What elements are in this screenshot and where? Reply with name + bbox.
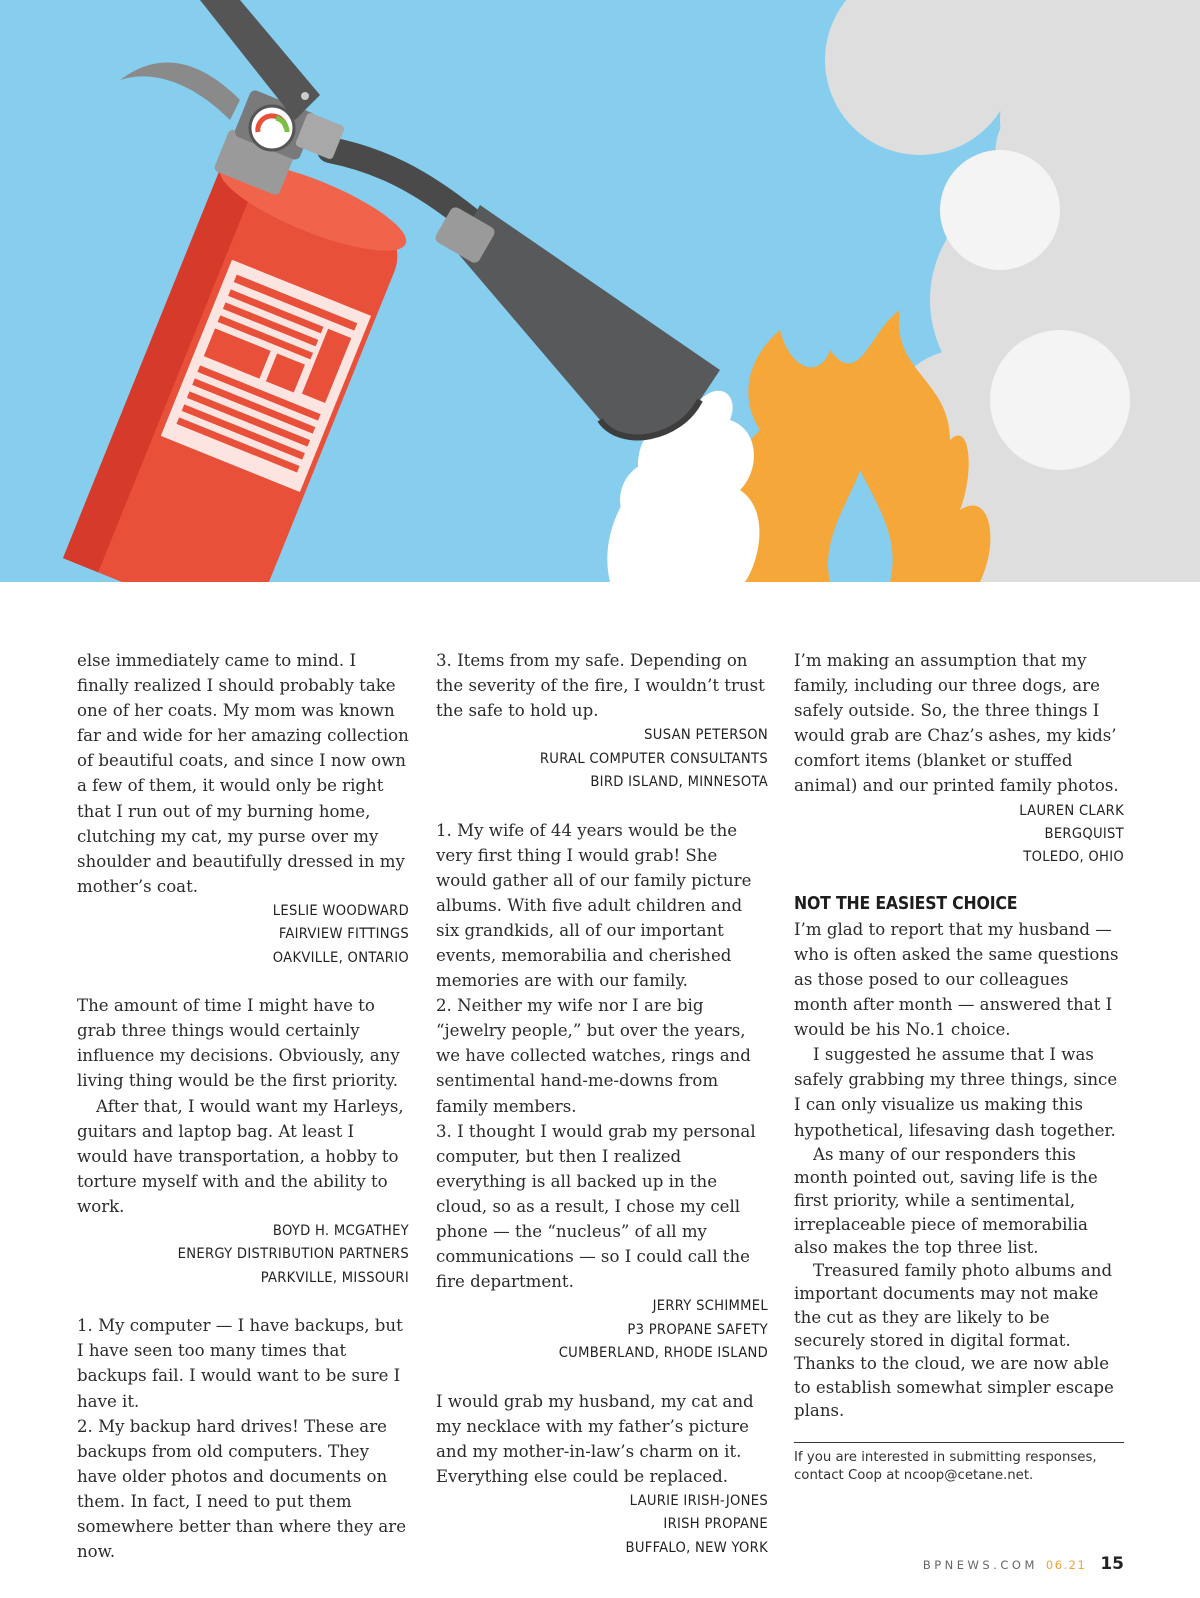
respondent-location: TOLEDO, OHIO — [1023, 848, 1124, 866]
footer-issue-date: 06.21 — [1045, 1558, 1087, 1572]
note-divider — [794, 1442, 1124, 1443]
response-paragraph: 2. My backup hard drives! These are backups from old computers. They have older photos and documents on them. In fact, I need to put them somewhere better than where they are now. — [77, 1416, 407, 1562]
respondent-company: P3 PROPANE SAFETY — [627, 1320, 768, 1338]
response-paragraph: 2. Neither my wife nor I are big “jewelry people,” but over the years, we have collected watches, rings and sentimental hand-me-downs from family members. — [436, 996, 751, 1116]
column-2 — [436, 648, 768, 1559]
respondent-signature — [794, 799, 1124, 869]
closing-paragraph: As many of our responders this month pointed out, saving life is the first priority, while a sentimental, irreplaceable piece of memorabilia also makes the top three list. — [794, 1144, 1098, 1257]
respondent-name: BOYD H. MCGATHEY — [272, 1222, 409, 1239]
response-paragraph: I would grab my husband, my cat and my necklace with my father’s picture and my mother-in-law’s charm on it. Everything else could be replaced. — [436, 1391, 754, 1486]
respondent-signature — [77, 1219, 409, 1289]
column-1 — [77, 648, 409, 1564]
response-unsigned-continued — [77, 1313, 409, 1564]
response-paragraph: 1. My computer — I have backups, but I have seen too many times that backups fail. I would want to be sure I have it. — [77, 1316, 403, 1411]
response-leslie-woodward — [77, 648, 409, 969]
respondent-name: JERRY SCHIMMEL — [652, 1297, 768, 1315]
response-paragraph: 1. My wife of 44 years would be the very first thing I would grab! She would gather all of our family picture albums. With five adult children and six grandkids, all of our important events, memorabilia and cherished memories are with our family. — [436, 820, 752, 991]
respondent-name: LAURIE IRISH-JONES — [629, 1491, 768, 1509]
respondent-company: RURAL COMPUTER CONSULTANTS — [539, 749, 768, 767]
page-footer — [923, 1554, 1124, 1574]
response-susan-peterson — [436, 648, 768, 794]
respondent-company: IRISH PROPANE — [663, 1515, 768, 1533]
response-paragraph: 3. I thought I would grab my personal computer, but then I realized everything is all backed up in the cloud, so as a result, I chose my cell phone — the “nucleus” of all my communications — so I could call the fire department. — [436, 1121, 756, 1292]
footer-website: BPNEWS.COM — [922, 1558, 1038, 1572]
respondent-location: CUMBERLAND, RHODE ISLAND — [558, 1344, 768, 1362]
respondent-company: ENERGY DISTRIBUTION PARTNERS — [177, 1245, 409, 1263]
respondent-signature — [436, 1294, 768, 1364]
respondent-company: FAIRVIEW FITTINGS — [278, 925, 409, 943]
respondent-location: OAKVILLE, ONTARIO — [272, 948, 409, 966]
closing-paragraph: I suggested he assume that I was safely grabbing my three things, since I can only visualize us making this hypothetical, lifesaving dash together. — [794, 1045, 1118, 1140]
closing-paragraph: Treasured family photo albums and important documents may not make the cut as they are likely to be securely stored in digital format. Thanks to the cloud, we are now able to establish somewhat simpler escape plans. — [794, 1261, 1114, 1420]
response-paragraph: After that, I would want my Harleys, guitars and laptop bag. At least I would have transportation, a hobby to torture myself with and the ability to work. — [77, 1096, 404, 1216]
respondent-name: LESLIE WOODWARD — [272, 901, 409, 919]
fire-extinguisher-illustration — [0, 0, 1200, 582]
closing-intro — [794, 917, 1124, 1143]
response-laurie-irish-jones — [436, 1389, 768, 1560]
hero-illustration — [0, 0, 1200, 582]
response-paragraph: I’m making an assumption that my family, including our three dogs, are safely outside. So, the three things I would grab are Chaz’s ashes, my kids’ comfort items (blanket or stuffed animal) and our printed family photos. — [794, 651, 1119, 796]
response-paragraph: The amount of time I might have to grab three things would certainly influence my decisions. Obviously, any living thing would be the first priority. — [77, 996, 400, 1091]
column-3 — [794, 648, 1124, 1484]
respondent-name: LAUREN CLARK — [1019, 801, 1124, 819]
respondent-location: BUFFALO, NEW YORK — [625, 1538, 768, 1556]
response-paragraph: else immediately came to mind. I finally realized I should probably take one of her coats. My mom was known far and wide for her amazing collection of beautiful coats, and since I now own a few of them, it would only be right that I run out of my burning home, clutching my cat, my purse over my shoulder and beautifully dressed in my mother’s coat. — [77, 651, 409, 896]
respondent-name: SUSAN PETERSON — [644, 726, 768, 744]
page-number: 15 — [1100, 1554, 1124, 1574]
submission-note: If you are interested in submitting responses, contact Coop at ncoop@cetane.net. — [794, 1450, 1097, 1483]
closing-body — [794, 1143, 1124, 1423]
respondent-signature — [436, 1489, 768, 1559]
respondent-company: BERGQUIST — [1044, 824, 1124, 842]
response-boyd-mcgathey — [77, 993, 409, 1289]
respondent-location: BIRD ISLAND, MINNESOTA — [590, 773, 768, 791]
response-jerry-schimmel — [436, 818, 768, 1365]
section-heading: NOT THE EASIEST CHOICE — [794, 893, 1018, 914]
respondent-signature — [77, 899, 409, 969]
respondent-location: PARKVILLE, MISSOURI — [260, 1268, 409, 1286]
closing-paragraph: I’m glad to report that my husband — who is often asked the same questions as those posed to our colleagues month after month — answered that I would be his No.1 choice. — [794, 919, 1119, 1040]
respondent-signature — [436, 723, 768, 793]
response-paragraph: 3. Items from my safe. Depending on the severity of the fire, I wouldn’t trust the safe to hold up. — [436, 651, 765, 721]
response-lauren-clark — [794, 648, 1124, 869]
